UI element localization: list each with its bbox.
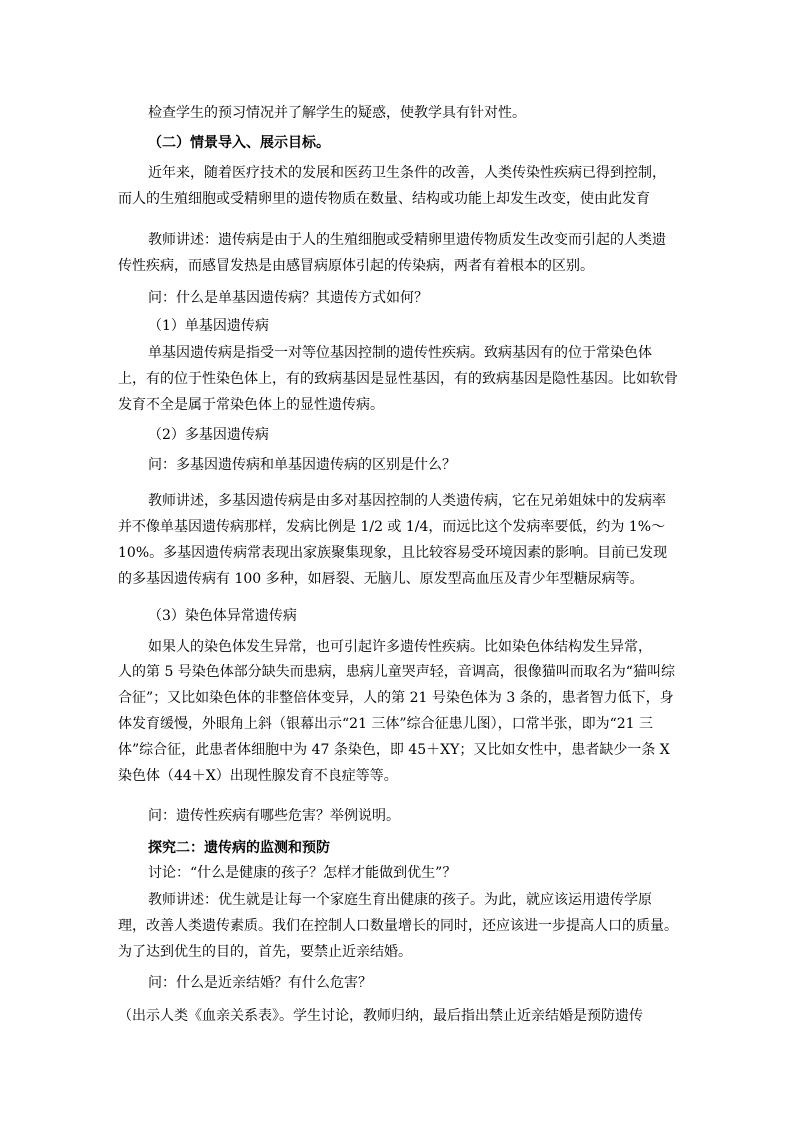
paragraph: 教师讲述：优生就是让每一个家庭生育出健康的孩子。为此，就应该运用遗传学原理，改善人类遗传素质。我们在控制人口数量增长的同时，还应该进一步提高人口的质量。为了达到优生的目的，首先，要禁止近亲结婚。 — [118, 892, 678, 960]
section-heading: （二）情景导入、展示目标。 — [148, 135, 330, 151]
paragraph: 教师讲述，多基因遗传病是由多对基因控制的人类遗传病，它在兄弟姐妹中的发病率并不像单基因遗传病那样，发病比例是 1/2 或 1/4，而远比这个发病率要低，约为 1%～10%。多基因遗传病常表现出家族聚集现象，且比较容易受环境因素的影响。目前已发现的多基因遗传病有 100 多种，如唇裂、无脑儿、原发型高血压及青少年型糖尿病等。 — [118, 493, 668, 587]
paragraph: 近年来，随着医疗技术的发展和医药卫生条件的改善，人类传染性疾病已得到控制，而人的生殖细胞或受精卵里的遗传物质在数量、结构或功能上却发生改变，使由此发育 — [118, 165, 666, 207]
paragraph: 讨论：“什么是健康的孩子？怎样才能做到优生”？ — [148, 865, 457, 881]
paragraph: 问：遗传性疾病有哪些危害？举例说明。 — [148, 808, 400, 824]
paragraph: 问：什么是单基因遗传病？其遗传方式如何？ — [148, 290, 428, 306]
paragraph: 问：什么是近亲结婚？有什么危害？ — [148, 975, 372, 991]
paragraph: 问：多基因遗传病和单基因遗传病的区别是什么？ — [148, 457, 456, 473]
paragraph: 人的第 5 号染色体部分缺失而患病，患病儿童哭声轻，音调高，很像猫叫而取名为“猫叫综合征”；又比如染色体的非整倍体变异，人的第 21 号染色体为 3 条的，患者智力低下，身体发育缓慢，外眼角上斜（银幕出示“21 三体”综合征患儿图），口常半张，即为“21 三体”综合征，此患者体细胞中为 47 条染色，即 45＋XY；又比如女性中，患者缺少一条 X 染色体（44＋X）出现性腺发育不良症等等。 — [118, 664, 675, 784]
subheading: （2）多基因遗传病 — [148, 427, 269, 443]
subheading: （1）单基因遗传病 — [148, 318, 269, 334]
paragraph: 单基因遗传病是指受一对等位基因控制的遗传性疾病。致病基因有的位于常染色体上，有的位于性染色体上，有的致病基因是显性基因，有的致病基因是隐性基因。比如软骨发育不全是属于常染色体上的显性遗传病。 — [118, 345, 678, 413]
paragraph: 检查学生的预习情况并了解学生的疑惑，使教学具有针对性。 — [148, 105, 526, 121]
section-heading: 探究二：遗传病的监测和预防 — [148, 840, 330, 856]
paragraph: 教师讲述：遗传病是由于人的生殖细胞或受精卵里遗传物质发生改变而引起的人类遗传性疾病，而感冒发热是由感冒病原体引起的传染病，两者有着根本的区别。 — [118, 232, 666, 274]
paragraph: （出示人类《血亲关系表》。学生讨论，教师归纳，最后指出禁止近亲结婚是预防遗传 — [118, 1008, 643, 1024]
subheading: （3）染色体异常遗传病 — [148, 608, 297, 624]
paragraph: 如果人的染色体发生异常，也可引起许多遗传性疾病。比如染色体结构发生异常， — [148, 639, 652, 655]
